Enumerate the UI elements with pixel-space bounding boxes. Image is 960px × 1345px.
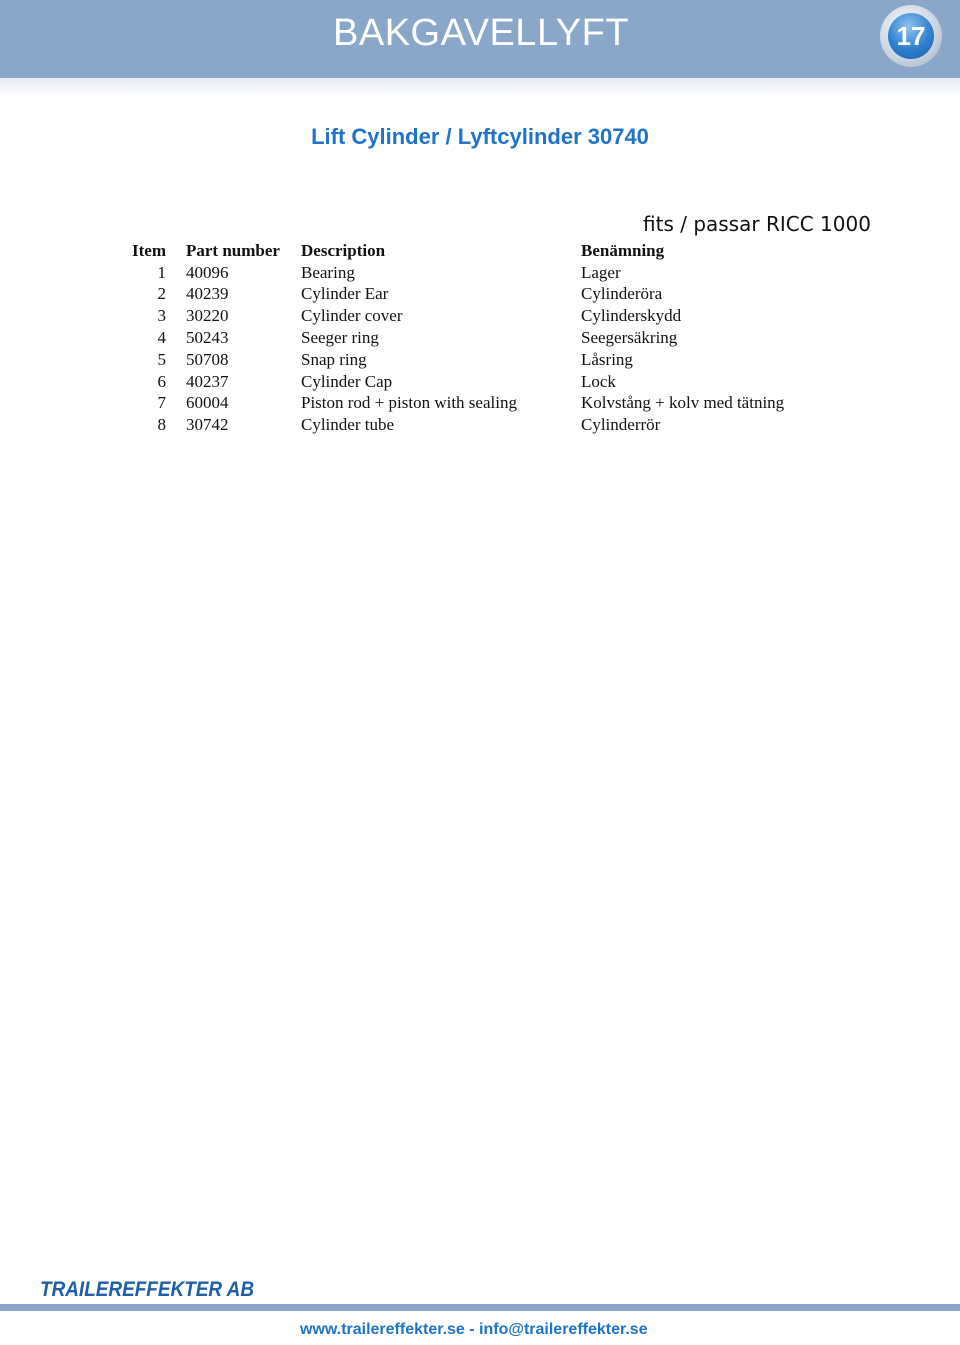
cell-part-number: 40096 — [186, 262, 229, 282]
cell-benamning: Låsring — [581, 349, 633, 369]
cell-part-number: 60004 — [186, 393, 229, 413]
header-part-number: Part number — [186, 240, 280, 260]
header-divider — [0, 78, 960, 96]
page-number-badge — [880, 5, 942, 67]
table-row — [120, 414, 841, 436]
cell-description: Cylinder tube — [301, 415, 395, 435]
table-row — [120, 305, 841, 327]
cell-description: Seeger ring — [301, 328, 379, 348]
table-row — [120, 327, 841, 349]
cell-benamning: Cylinderöra — [581, 284, 663, 304]
cell-description: Cylinder cover — [301, 306, 403, 326]
cell-part-number: 40239 — [186, 284, 229, 304]
cell-item: 1 — [157, 262, 166, 282]
footer-divider — [0, 1304, 960, 1311]
cell-benamning: Seegersäkring — [581, 328, 678, 348]
cell-benamning: Kolvstång + kolv med tätning — [581, 393, 785, 413]
cell-item: 7 — [157, 393, 166, 413]
cell-benamning: Cylinderskydd — [581, 306, 682, 326]
table-row — [120, 393, 841, 415]
cell-item: 6 — [157, 371, 166, 391]
header-item: Item — [132, 240, 166, 260]
cell-part-number: 30742 — [186, 415, 229, 435]
cell-description: Snap ring — [301, 349, 367, 369]
footer-contact: www.trailereffekter.se - info@trailereffekter.se — [300, 1321, 648, 1338]
section-title: BAKGAVELLYFT — [333, 12, 630, 54]
cell-part-number: 50243 — [186, 328, 229, 348]
cell-item: 3 — [157, 306, 166, 326]
parts-table — [120, 240, 841, 436]
cell-part-number: 40237 — [186, 371, 229, 391]
cell-description: Cylinder Ear — [301, 284, 389, 304]
cell-description: Piston rod + piston with sealing — [301, 393, 517, 413]
cell-item: 4 — [157, 328, 166, 348]
cell-benamning: Cylinderrör — [581, 415, 661, 435]
header-description: Description — [301, 240, 386, 260]
cell-item: 2 — [157, 284, 166, 304]
cell-benamning: Lock — [581, 371, 616, 391]
table-row — [120, 262, 841, 284]
table-row — [120, 284, 841, 306]
document-title: Lift Cylinder / Lyftcylinder 30740 — [311, 124, 649, 149]
cell-benamning: Lager — [581, 262, 621, 282]
cell-item: 8 — [157, 415, 166, 435]
table-row — [120, 349, 841, 371]
cell-part-number: 50708 — [186, 349, 229, 369]
fits-note: fits / passar RICC 1000 — [643, 212, 871, 236]
header-benamning: Benämning — [581, 240, 665, 260]
table-header-row — [120, 240, 841, 262]
cell-part-number: 30220 — [186, 306, 229, 326]
cell-description: Bearing — [301, 262, 355, 282]
table-row — [120, 371, 841, 393]
company-logo-text: TRAILEREFFEKTER AB — [40, 1278, 254, 1301]
company-logo-graphic — [38, 1277, 258, 1301]
page-number: 17 — [888, 13, 934, 59]
cell-item: 5 — [157, 349, 166, 369]
company-logo — [38, 1277, 258, 1306]
cell-description: Cylinder Cap — [301, 371, 393, 391]
